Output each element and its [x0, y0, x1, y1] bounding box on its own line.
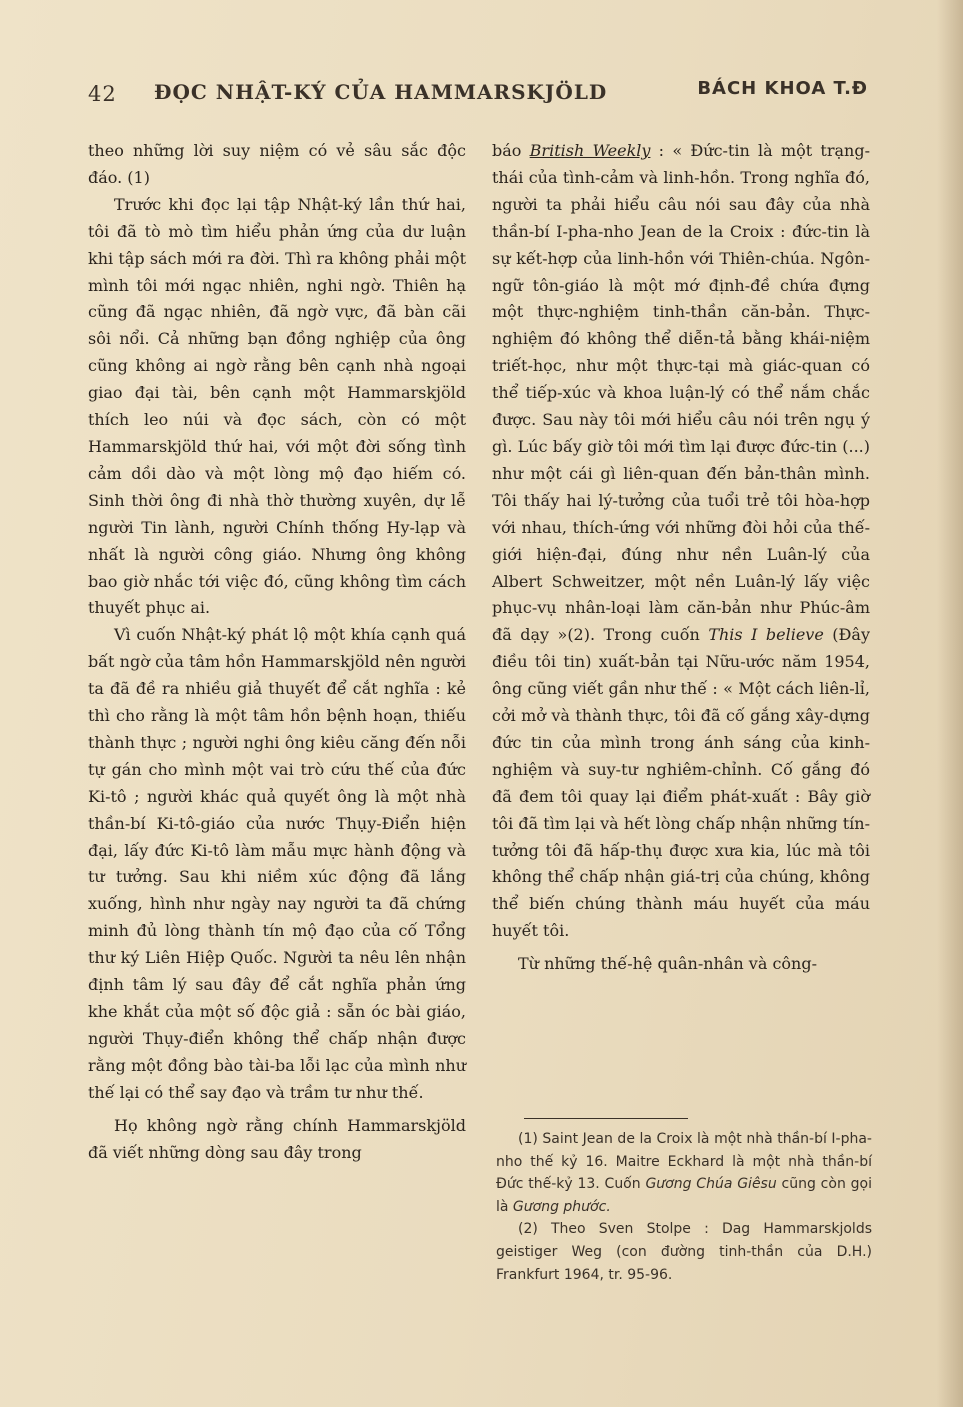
footnotes	[496, 1128, 872, 1286]
running-header	[88, 78, 868, 108]
publication-name: British Weekly	[529, 141, 651, 160]
page-number: 42	[88, 82, 117, 106]
footnote-1	[496, 1128, 872, 1218]
paragraph: Họ không ngờ rằng chính Hammarskjöld đã viết những dòng sau đây trong	[88, 1115, 466, 1162]
page-spine-shadow	[937, 0, 963, 1407]
magazine-name: BÁCH KHOA T.Đ	[697, 78, 868, 99]
paragraph: Từ những thế-hệ quân-nhân và công-	[518, 954, 817, 974]
text-run: cũng còn gọi là	[496, 1176, 872, 1215]
text-run: (Đây điều tôi tin) xuất-bản tại Nữu-ước năm 1954, ông cũng viết gần như thế : « Một cách liên-lỉ, cởi mở và thành thực, tôi đã cố gắng xây-dựng đức tin của mình trong ánh sáng của kinh-nghiệm và suy-tư nghiêm-chỉnh. Cố gắng đó đã đem tôi quay lại điểm phát-xuất : Bây giờ tôi đã tìm lại và hết lòng chấp nhận những tín-tưởng tôi đã hấp-thụ được xưa kia, lúc mà tôi không thể chấp nhận giá-trị của chúng, không thể biến chúng thành máu huyết của máu huyết tôi.	[492, 625, 871, 941]
footnote-rule	[524, 1118, 688, 1119]
paragraph: theo những lời suy niệm có vẻ sâu sắc độc đáo. (1)	[88, 141, 466, 187]
text-run: : « Đức-tin là một trạng-thái của tình-cảm và linh-hồn. Trong nghĩa đó, người ta phải hiểu câu nói sau đây của nhà thần-bí I-pha-nho Jean de la Croix : đức-tin là sự kết-hợp của linh-hồn với Thiên-chúa. Ngôn-ngữ tôn-giáo là một mớ định-đề chứa đựng một thực-nghiệm tinh-thần căn-bản. Thực-nghiệm đó không thể diễn-tả bằng khái-niệm triết-học, như một thực-tại mà giác-quan có thể tiếp-xúc và khoa luận-lý có thể nắm chắc được. Sau này tôi mới hiểu câu nói trên ngụ ý gì. Lúc bấy giờ tôi mới tìm lại được đức-tin (...) như một cái gì liên-quan đến bản-thân mình. Tôi thấy hai lý-tưởng của tuổi trẻ tôi hòa-hợp với nhau, thích-ứng với những đòi hỏi của thế-giới hiện-đại, đúng như nền Luân-lý của Albert Schweitzer, một nền Luân-lý lấy việc phục-vụ nhân-loại làm căn-bản như Phúc-âm đã dạy »(2). Trong cuốn	[492, 141, 871, 645]
book-title: Gương phước.	[512, 1198, 611, 1215]
right-column	[492, 138, 870, 978]
left-column	[88, 138, 466, 1166]
text-run: báo	[492, 141, 530, 160]
book-title: This I believe	[708, 625, 824, 645]
footnote-2: (2) Theo Sven Stolpe : Dag Hammarskjolds geistiger Weg (con đường tinh-thần của D.H.) Frankfurt 1964, tr. 95-96.	[496, 1221, 872, 1283]
paragraph: Vì cuốn Nhật-ký phát lộ một khía cạnh quá bất ngờ của tâm hồn Hammarskjöld nên người ta đã đề ra nhiều giả thuyết để cắt nghĩa : kẻ thì cho rằng là một tâm hồn bệnh hoạn, thiếu thành thực ; người nghi ông kiêu căng đến nỗi tự gán cho mình một vai trò cứu thế của đức Ki-tô ; người khác quả quyết ông là một nhà thần-bí Ki-tô-giáo của nước Thụy-Điển hiện đại, lấy đức Ki-tô làm mẫu mực hành động và tư tưởng. Sau khi niềm xúc động đã lắng xuống, hình như ngày nay người ta đã chứng minh đủ lòng thành tín mộ đạo của cố Tổng thư ký Liên Hiệp Quốc. Người ta nêu lên nhận định tâm lý sau đây để cắt nghĩa phản ứng khe khắt của một số độc giả : sẵn óc bài giáo, người Thụy-điển không thể chấp nhận được rằng một đồng bào tài-ba lỗi lạc của mình như thế lại có thể say đạo và trầm tư như thế.	[88, 625, 466, 1102]
quote-paragraph	[492, 138, 870, 945]
running-title: ĐỌC NHẬT-KÝ CỦA HAMMARSKJÖLD	[154, 80, 608, 104]
paragraph: Trước khi đọc lại tập Nhật-ký lần thứ hai, tôi đã tò mò tìm hiểu phản ứng của dư luận khi tập sách mới ra đời. Thì ra không phải một mình tôi mới ngạc nhiên, nghi ngờ. Thiên hạ cũng đã ngạc nhiên, đã ngờ vực, đã bàn cãi sôi nổi. Cả những bạn đồng nghiệp của ông cũng không ai ngờ rằng bên cạnh nhà ngoại giao đại tài, bên cạnh một Hammarskjöld thích leo núi và đọc sách, còn có một Hammarskjöld thứ hai, với một đời sống tình cảm dồi dào và một lòng mộ đạo hiếm có. Sinh thời ông đi nhà thờ thường xuyên, dự lễ người Tin lành, người Chính thống Hy-lạp và nhất là người công giáo. Nhưng ông không bao giờ nhắc tới việc đó, cũng không tìm cách thuyết phục ai.	[88, 194, 466, 618]
book-title: Gương Chúa Giêsu	[645, 1176, 777, 1193]
text-run: (1) Saint Jean de la Croix là một nhà thần-bí I-pha-nho thế kỷ 16. Maitre Eckhard là một nhà thần-bí Đức thế-kỷ 13. Cuốn	[496, 1131, 872, 1193]
